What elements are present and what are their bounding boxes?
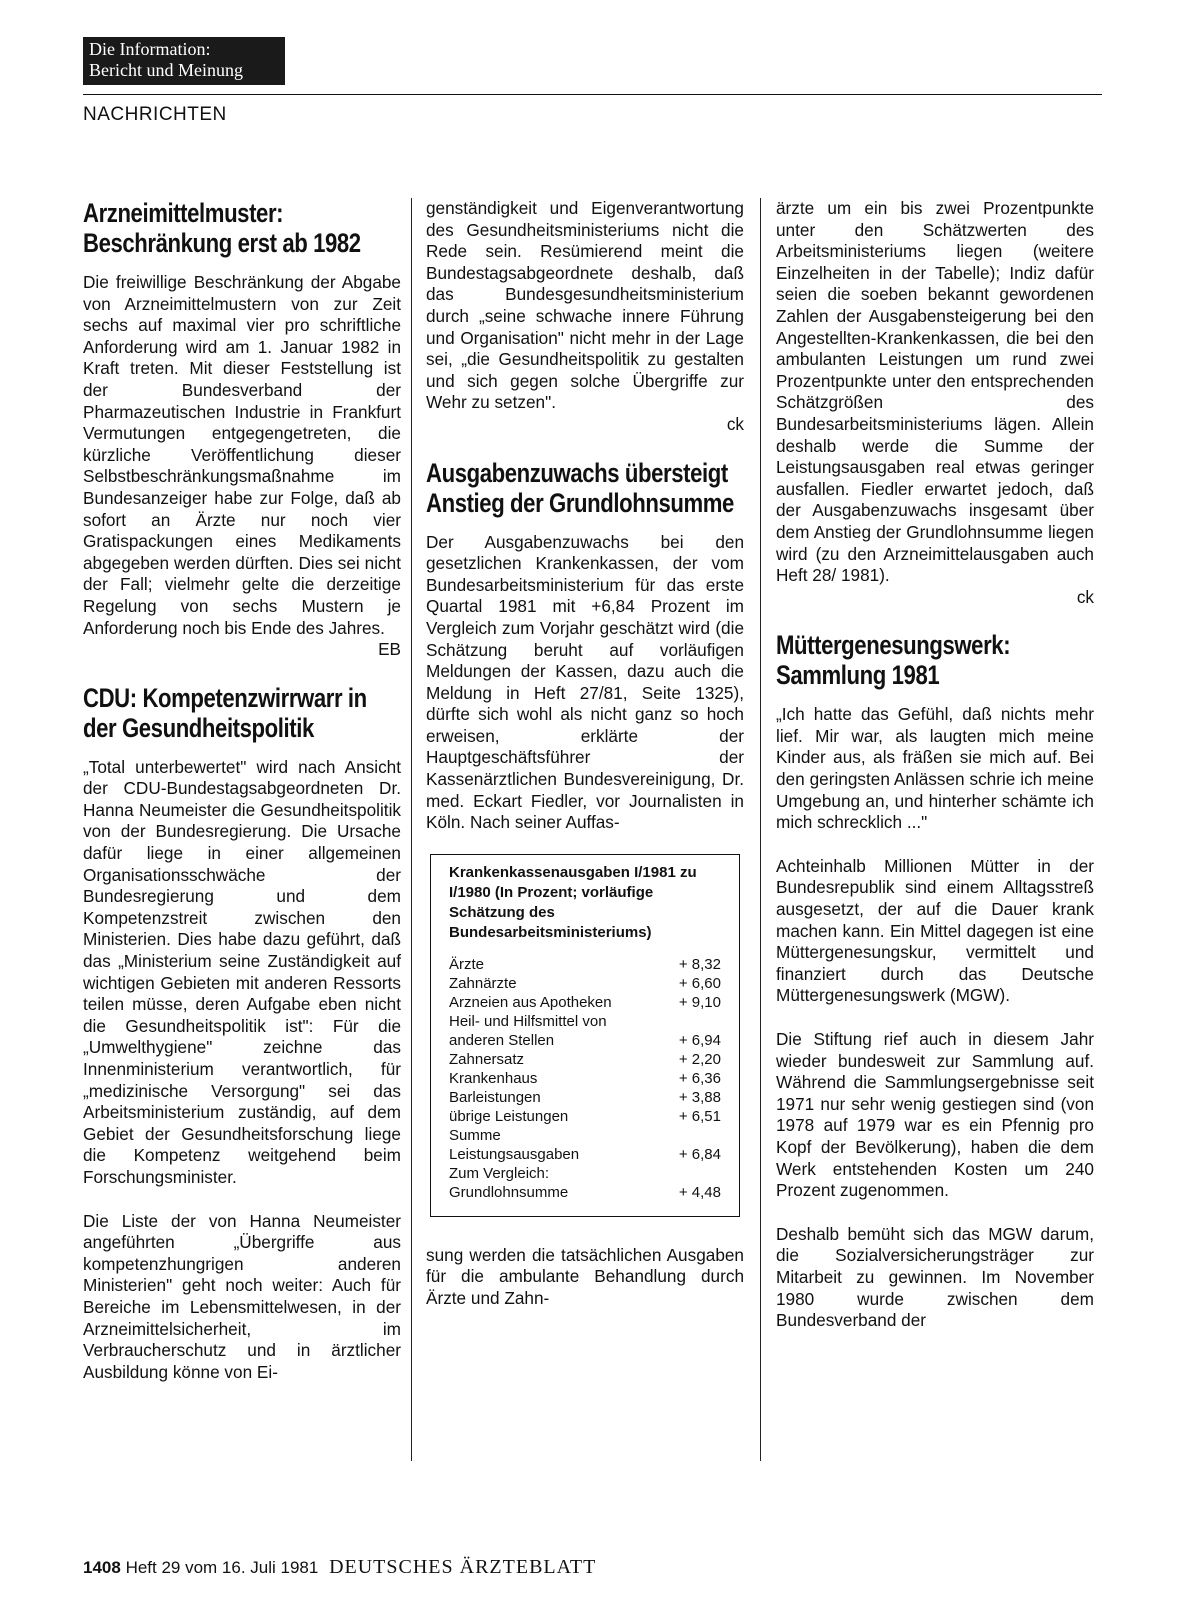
table-title: Krankenkassenausgaben I/1981 zu I/1980 (In Prozent; vorläufige Schätzung des Bundesarbeitsministeriums) — [449, 863, 697, 941]
row-label: Zahnersatz — [449, 1050, 525, 1068]
row-label: Heil- und Hilfsmittel von — [449, 1012, 607, 1030]
issue-info: Heft 29 vom 16. Juli 1981 — [125, 1558, 319, 1577]
row-label: Krankenhaus — [449, 1069, 538, 1087]
table-row — [449, 1050, 721, 1069]
author-signature: ck — [1076, 586, 1094, 607]
row-value: + 9,10 — [678, 993, 721, 1011]
row-value: + 8,32 — [678, 955, 721, 973]
row-value: + 6,94 — [678, 1031, 721, 1049]
table-row — [449, 1031, 721, 1050]
column-3 — [776, 198, 1094, 1332]
article-title: Arzneimittelmuster: Beschränkung erst ab 1982 — [83, 198, 361, 258]
row-value: + 6,51 — [678, 1107, 721, 1125]
row-label: Leistungsausgaben — [449, 1145, 580, 1163]
publication-name: DEUTSCHES ÄRZTEBLATT — [329, 1556, 597, 1578]
masthead-box — [83, 37, 285, 85]
article-body: „Ich hatte das Gefühl, daß nichts mehr lief. Mir war, als laugten mich meine Kinder aus, als fräßen sie mich auf. Bei den geringsten Anlässen schrie ich meine Umgebung an, und hinterher schämte ich mich schrecklich ..." — [776, 704, 1094, 833]
row-label: Summe — [449, 1126, 501, 1144]
table-row — [449, 1012, 721, 1031]
row-label: anderen Stellen — [449, 1031, 555, 1049]
table-row — [449, 1145, 721, 1164]
article-body: sung werden die tatsächlichen Ausgaben für die ambulante Behandlung durch Ärzte und Zahn- — [426, 1244, 744, 1309]
table-rows — [449, 955, 721, 1202]
row-label: Arzneien aus Apotheken — [449, 993, 612, 1011]
table-row — [449, 955, 721, 974]
article-title: Ausgabenzuwachs übersteigt Anstieg der Grundlohnsumme — [426, 457, 734, 518]
masthead-line1: Die Information: — [89, 39, 211, 59]
row-value: + 4,48 — [678, 1183, 721, 1201]
table-row — [449, 1126, 721, 1145]
row-value: + 2,20 — [678, 1050, 721, 1068]
table-row — [449, 1088, 721, 1107]
row-value: + 6,60 — [678, 974, 721, 992]
article-body: Die freiwillige Beschränkung der Abgabe von Arzneimittelmustern von zur Zeit sechs auf maximal vier pro schriftliche Anforderung wird am 1. Januar 1982 in Kraft treten. Mit dieser Feststellung ist der Bundesverband der Pharmazeutischen Industrie in Frankfurt Vermutungen entgegengetreten, die kürzliche Veröffentlichung dieser Selbstbeschränkungsmaßnahme im Bundesanzeiger habe zur Folge, daß ab sofort an Ärzte nur noch vier Gratispackungen eines Medikaments abgegeben werden dürften. Dies sei nicht der Fall; vielmehr gelte die derzeitige Regelung von sechs Mustern je Anforderung noch bis Ende des Jahres. EB — [83, 272, 401, 660]
row-label: übrige Leistungen — [449, 1107, 569, 1125]
article-body: Der Ausgabenzuwachs bei den gesetzlichen Krankenkassen, der vom Bundesarbeitsministerium für das erste Quartal 1981 mit +6,84 Prozent im Vergleich zum Vorjahr geschätzt wird (die Schätzung beruht auf vorläufigen Meldungen der Kassen, dazu auch die Meldung in Heft 27/81, Seite 1325), dürfte sich wohl als nicht ganz so hoch erweisen, erklärte der Hauptgeschäftsführer der Kassenärztlichen Bundesvereinigung, Dr. med. Eckart Fiedler, vor Journalisten in Köln. Nach seiner Auffas- — [426, 531, 744, 833]
table-row — [449, 1107, 721, 1126]
page-number: 1408 — [83, 1558, 121, 1577]
article-title: Müttergenesungswerk: Sammlung 1981 — [776, 630, 1011, 691]
masthead-line2: Bericht und Meinung — [89, 60, 243, 80]
table-row — [449, 974, 721, 993]
table-row — [449, 1183, 721, 1202]
table-row — [449, 1164, 721, 1183]
row-label: Ärzte — [449, 955, 485, 973]
table-row — [449, 993, 721, 1012]
expenditure-table — [430, 854, 740, 1217]
author-signature: EB — [378, 639, 401, 660]
column-divider — [411, 198, 412, 1461]
article-body: Die Stiftung rief auch in diesem Jahr wieder bundesweit zur Sammlung auf. Während die Sammlungsergebnisse seit 1971 nur sehr wenig gestiegen sind (von 1978 auf 1979 war es ein Pfennig pro Kopf der Bevölkerung), haben die dem Werk entstehenden Kosten um 240 Prozent zugenommen. — [776, 1029, 1094, 1201]
article-body: ärzte um ein bis zwei Prozentpunkte unter den Schätzwerten des Arbeitsministeriums liegen (weitere Einzelheiten in der Tabelle); Indiz dafür seien die soeben bekannt gewordenen Zahlen der Ausgabensteigerung bei den Angestellten-Krankenkassen, die bei den ambulanten Leistungen um rund zwei Prozentpunkte unter den entsprechenden Schätzgrößen des Bundesarbeitsministeriums lägen. Allein deshalb werde die Summe der Leistungsausgaben real etwas geringer ausfallen. Fiedler erwartet jedoch, daß der Ausgabenzuwachs insgesamt über dem Anstieg der Grundlohnsumme liegen wird (zu den Arzneimittelausgaben auch Heft 28/ 1981). ck — [776, 198, 1094, 607]
column-1 — [83, 198, 401, 1383]
table-row — [449, 1069, 721, 1088]
page-footer — [83, 1556, 596, 1579]
row-label: Zahnärzte — [449, 974, 517, 992]
article-body: Deshalb bemüht sich das MGW darum, die Sozialversicherungsträger zur Mitarbeit zu gewinnen. Im November 1980 wurde zwischen dem Bundesverband der — [776, 1223, 1094, 1331]
section-label: NACHRICHTEN — [83, 104, 227, 125]
column-divider — [760, 198, 761, 1461]
article-body: Achteinhalb Millionen Mütter in der Bundesrepublik sind einem Alltagsstreß ausgesetzt, der auf die Dauer krank machen kann. Ein Mittel dagegen ist eine Müttergenesungskur, vermittelt und finanziert durch das Deutsche Müttergenesungswerk (MGW). — [776, 855, 1094, 1006]
row-value: + 6,84 — [678, 1145, 721, 1163]
article-body: Die Liste der von Hanna Neumeister angeführten „Übergriffe aus kompetenzhungrigen anderen Ministerien" geht noch weiter: Auch für Bereiche im Lebensmittelwesen, in der Arzneimittelsicherheit, im Verbraucherschutz und in ärztlicher Ausbildung könne von Ei- — [83, 1210, 401, 1382]
row-label: Barleistungen — [449, 1088, 541, 1106]
header-rule — [83, 94, 1102, 95]
article-body: genständigkeit und Eigenverantwortung des Gesundheitsministeriums nicht die Rede sein. Resümierend meint die Bundestagsabgeordnete deshalb, daß das Bundesgesundheitsministerium durch „seine schwache innere Führung und Organisation" nicht mehr in der Lage sei, „die Gesundheitspolitik zu gestalten und sich gegen solche Übergriffe zur Wehr zu setzen". ck — [426, 198, 744, 434]
row-value: + 3,88 — [678, 1088, 721, 1106]
row-label: Zum Vergleich: — [449, 1164, 550, 1182]
article-title: CDU: Kompetenzwirrwarr in der Gesundheitspolitik — [83, 682, 367, 743]
row-label: Grundlohnsumme — [449, 1183, 569, 1201]
row-value: + 6,36 — [678, 1069, 721, 1087]
column-2 — [426, 198, 744, 1310]
author-signature: ck — [726, 413, 744, 434]
article-body: „Total unterbewertet" wird nach Ansicht der CDU-Bundestagsabgeordneten Dr. Hanna Neumeister die Gesundheitspolitik von der Bundesregierung. Die Ursache dafür liege in einer allgemeinen Organisationsschwäche der Bundesregierung und dem Kompetenzstreit zwischen den Ministerien. Dies habe dazu geführt, daß das „Ministerium seine Zuständigkeit auf wichtigen Gebieten mit anderen Ressorts teilen müsse, deren Aufgabe eben nicht die Gesundheitspolitik ist": Für die „Umwelthygiene" zeichne das Innenministerium verantwortlich, für „medizinische Versorgung" sei das Arbeitsministerium zuständig, auf dem Gebiet der Gesundheitsforschung liege die Kompetenz weitgehend beim Forschungsminister. — [83, 756, 401, 1187]
